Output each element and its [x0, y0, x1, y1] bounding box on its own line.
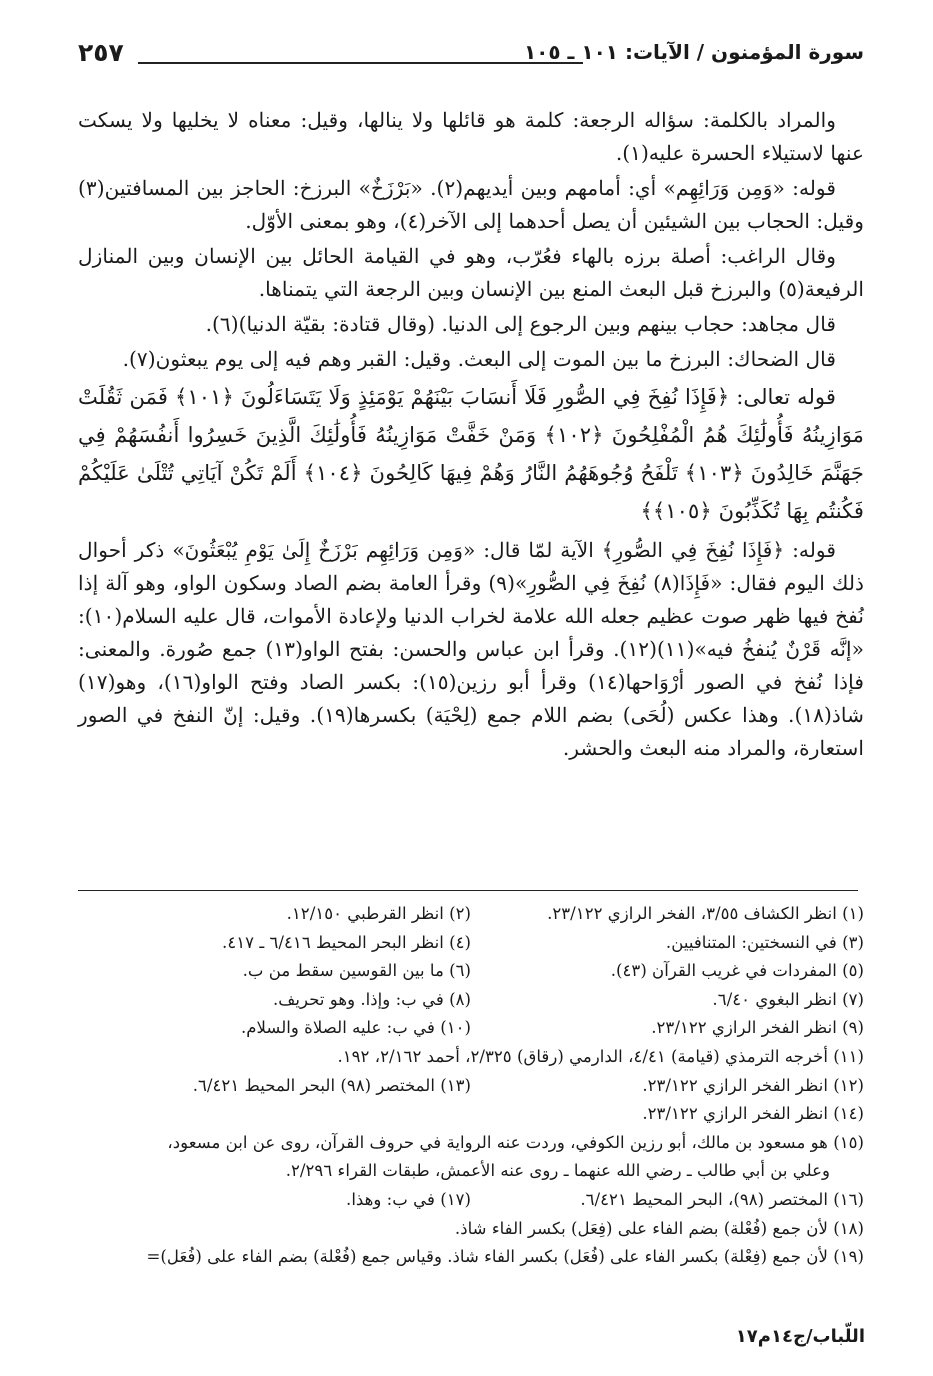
quran-verse: قوله تعالى: ﴿فَإِذَا نُفِخَ فِي الصُّورِ فَلَا أَنسَابَ بَيْنَهُمْ يَوْمَئِذٍ وَلَا يَتَسَاءَلُونَ ﴿١٠١﴾ فَمَن ثَقُلَتْ مَوَازِينُهُ فَأُولَٰئِكَ هُمُ الْمُفْلِحُونَ ﴿١٠٢﴾ وَمَنْ خَفَّتْ مَوَازِينُهُ فَأُولَٰئِكَ الَّذِينَ خَسِرُوا أَنفُسَهُمْ فِي جَهَنَّمَ خَالِدُونَ ﴿١٠٣﴾ تَلْفَحُ وُجُوهَهُمُ النَّارُ وَهُمْ فِيهَا كَالِحُونَ ﴿١٠٤﴾ أَلَمْ تَكُنْ آيَاتِي تُتْلَىٰ عَلَيْكُمْ فَكُنتُم بِهَا تُكَذِّبُونَ ﴿١٠٥﴾﴾: [78, 384, 865, 523]
footnote: (٧) انظر البغوي ٦/٤٠.: [712, 989, 864, 1009]
footnote: (٩) انظر الفخر الرازي ٢٣/١٢٢.: [651, 1018, 864, 1038]
footnote: (١٦) المختصر (٩٨)، البحر المحيط ٦/٤٢١.: [580, 1189, 864, 1209]
footnote-row: [78, 1072, 864, 1101]
running-header: [78, 38, 864, 74]
footnote-18: (١٨) لأن جمع (فُعْلة) بضم الفاء على (فِعَل) بكسر الفاء شاذ.: [454, 1218, 864, 1238]
footnote: (٣) في النسختين: المتنافيين.: [665, 932, 864, 952]
commentary-paragraph: قوله: ﴿فَإِذَا نُفِخَ فِي الصُّورِ﴾ الآية لمّا قال: «وَمِن وَرَائِهِم بَرْزَخٌ إِلَىٰ يَوْمِ يُبْعَثُونَ» ذكر أحوال ذلك اليوم فقال: «فَإِذَا(٨) نُفِخَ فِي الصُّورِ»(٩) وقرأ العامة بضم الصاد وسكون الواو، وهو آلة إذا نُفخ فيها ظهر صوت عظيم جعله الله علامة لخراب الدنيا ولإعادة الأموات، قال عليه السلام(١٠): «إنَّه قَرْنٌ يُنفخُ فيه»(١١)(١٢). وقرأ ابن عباس والحسن: بفتح الواو(١٣) جمع صُورة. والمعنى: فإذا نُفخ في الصور أرْوَاحها(١٤) وقرأ أبو رزين(١٥): بكسر الصاد وفتح الواو(١٦)، وهو(١٧) شاذ(١٨). وهذا عكس (لُحَى) بضم اللام جمع (لِحْيَة) بكسرها(١٩). وقيل: إنّ النفخ في الصور استعارة، والمراد منه البعث والحشر.: [78, 538, 865, 760]
footnote: (١٢) انظر الفخر الرازي ٢٣/١٢٢.: [642, 1075, 864, 1095]
footnote: (٢) انظر القرطبي ١٢/١٥٠.: [286, 904, 471, 923]
paragraph-2: قوله: «وَمِن وَرَائِهِم» أي: أمامهم وبين أيديهم(٢). «بَرْزَخٌ» البرزخ: الحاجز بين المسافتين(٣) وقيل: الحجاب بين الشيئين أن يصل أحدهما إلى الآخر(٤)، وهو بمعنى الأوّل.: [78, 176, 864, 233]
paragraph-1: والمراد بالكلمة: سؤاله الرجعة: كلمة هو قائلها ولا ينالها، وقيل: معناه لا يخليها ولا يسكت عنها لاستيلاء الحسرة عليه(١).: [78, 108, 864, 165]
paragraph-3: وقال الراغب: أصلة برزه بالهاء فعُرّب، وهو في القيامة الحائل بين الإنسان وبين المنازل الرفيعة(٥) والبرزخ قبل البعث المنع بين الإنسان وبين الرجعة التي يتمناها.: [78, 244, 864, 301]
footnote-15-continued: وعلي بن أبي طالب ـ رضي الله عنهما ـ روى عنه الأعمش، طبقات القراء ٢/٢٩٦.: [285, 1161, 830, 1181]
footnote-15: (١٥) هو مسعود بن مالك، أبو رزين الكوفي، وردت عنه الرواية في حروف القرآن، روى عن ابن مسعود،: [167, 1132, 864, 1152]
footnote-row: [78, 1014, 864, 1043]
page-number: ٢٥٧: [78, 38, 124, 67]
paragraph-4: قال مجاهد: حجاب بينهم وبين الرجوع إلى الدنيا. (وقال قتادة: بقيّة الدنيا)(٦).: [205, 312, 836, 336]
paragraph-5: قال الضحاك: البرزخ ما بين الموت إلى البعث. وقيل: القبر وهم فيه إلى يوم يبعثون(٧).: [122, 347, 836, 371]
footnote: (٤) انظر البحر المحيط ٦/٤١٦ ـ ٤١٧.: [222, 932, 471, 952]
footnote-row: [78, 986, 864, 1015]
footnote-19: (١٩) لأن جمع (فِعْلة) بكسر الفاء على (فُعَل) بكسر الفاء شاذ. وقياس جمع (فُعْلة) بضم الفاء على (فُعَل)=: [146, 1247, 864, 1267]
footnote-row: [78, 1186, 864, 1215]
footnotes: [78, 900, 864, 1272]
footnote: (٨) في ب: وإذا. وهو تحريف.: [272, 989, 471, 1009]
footnote-14: (١٤) انظر الفخر الرازي ٢٣/١٢٢.: [642, 1104, 864, 1124]
footnote-separator: [78, 890, 858, 891]
surah-title: سورة المؤمنون / الآيات: ١٠١ ـ ١٠٥: [523, 40, 864, 64]
footnote: (٦) ما بين القوسين سقط من ب.: [242, 961, 471, 981]
footnote: (١٣) المختصر (٩٨) البحر المحيط ٦/٤٢١.: [192, 1075, 471, 1095]
footnote: (١٧) في ب: وهذا.: [346, 1189, 471, 1209]
signature-mark: اللّباب/ج١٤م١٧: [735, 1326, 865, 1347]
footnote: (١٠) في ب: عليه الصلاة والسلام.: [240, 1018, 471, 1038]
footnote-11: (١١) أخرجه الترمذي (قيامة) ٤/٤١، الدارمي (رقاق) ٢/٣٢٥، أحمد ٢/١٦٢، ١٩٢.: [337, 1046, 864, 1066]
footnote: (١) انظر الكشاف ٣/٥٥، الفخر الرازي ٢٣/١٢٢.: [547, 904, 864, 923]
footnote: (٥) المفردات في غريب القرآن (٤٣).: [610, 961, 864, 981]
header-rule: [138, 62, 583, 64]
footnote-row: [78, 929, 864, 958]
footnote-row: [78, 900, 864, 929]
main-text: [78, 104, 864, 767]
footnote-row: [78, 957, 864, 986]
